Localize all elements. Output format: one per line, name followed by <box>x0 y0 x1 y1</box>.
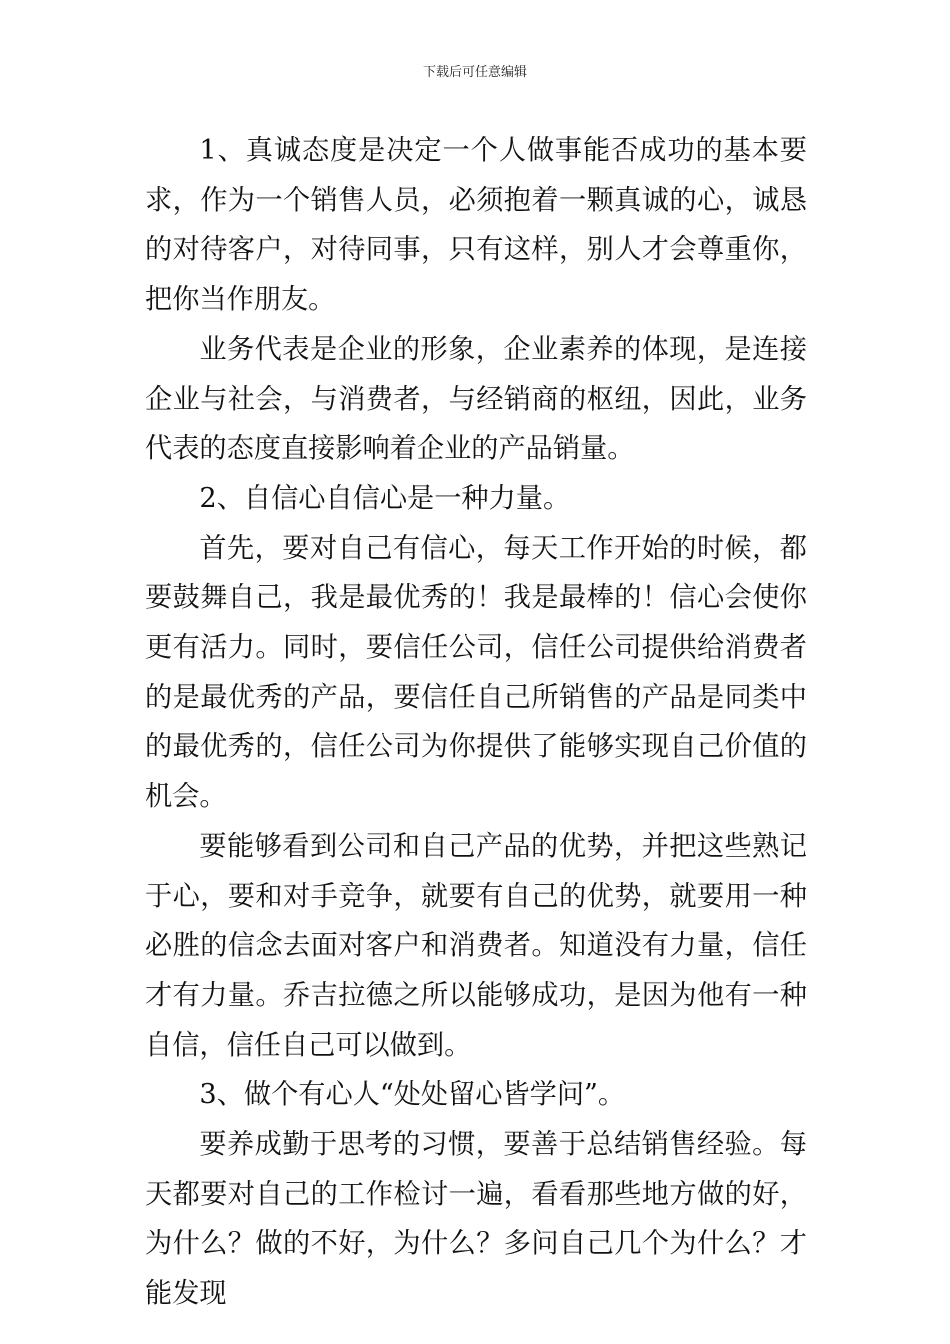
paragraph-advantages: 要能够看到公司和自己产品的优势，并把这些熟记于心，要和对手竞争，就要有自己的优势，就要用一种必胜的信念去面对客户和消费者。知道没有力量，信任才有力量。乔吉拉德之所以能够成功，是因为他有一种自信，信任自己可以做到。 <box>145 830 807 1061</box>
paragraph-confidence-heading: 2、自信心自信心是一种力量。 <box>199 482 571 514</box>
paragraph-attentive-heading: 3、做个有心人“处处留心皆学问”。 <box>199 1079 626 1111</box>
page-header-note: 下载后可任意编辑 <box>422 65 527 80</box>
paragraph-sales-representative: 业务代表是企业的形象，企业素养的体现，是连接企业与社会，与消费者，与经销商的枢纽，因此，业务代表的态度直接影响着企业的产品销量。 <box>145 333 807 465</box>
paragraph-sincerity: 1、真诚态度是决定一个人做事能否成功的基本要求，作为一个销售人员，必须抱着一颗真诚的心，诚恳的对待客户，对待同事，只有这样，别人才会尊重你，把你当作朋友。 <box>145 135 807 316</box>
document-body <box>145 126 807 1319</box>
paragraph-confidence-first: 首先，要对自己有信心，每天工作开始的时候，都要鼓舞自己，我是最优秀的！我是最棒的！信心会使你更有活力。同时，要信任公司，信任公司提供给消费者的是最优秀的产品，要信任自己所销售的产品是同类中的最优秀的，信任公司为你提供了能够实现自己价值的机会。 <box>145 532 807 813</box>
paragraph-reflection: 要养成勤于思考的习惯，要善于总结销售经验。每天都要对自己的工作检讨一遍，看看那些地方做的好，为什么？做的不好，为什么？多问自己几个为什么？才能发现 <box>145 1129 807 1310</box>
